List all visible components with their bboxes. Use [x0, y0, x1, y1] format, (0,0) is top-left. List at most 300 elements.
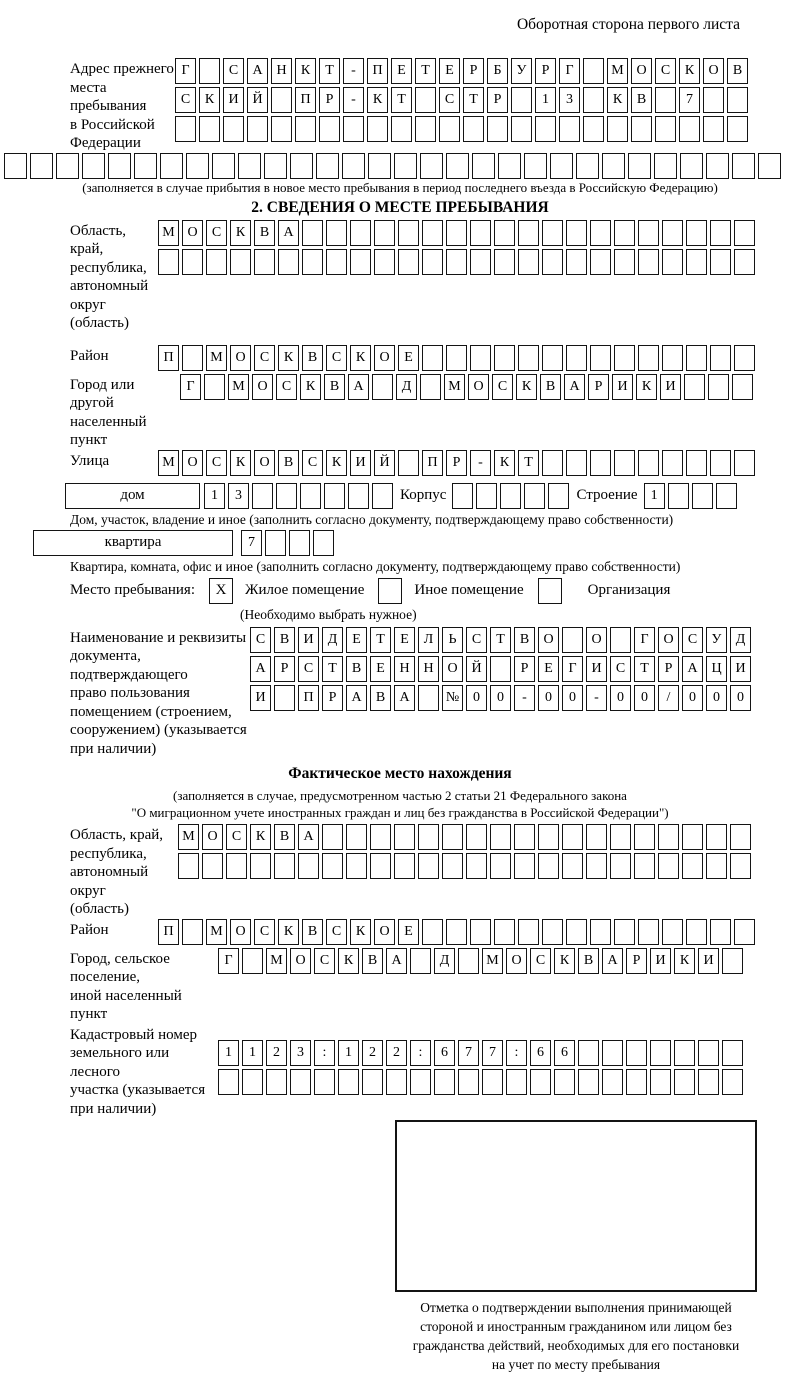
char-cell: Н: [271, 58, 292, 84]
char-cell: [422, 345, 443, 371]
char-cell: [314, 1069, 335, 1095]
char-cell: [342, 153, 365, 179]
char-cell: Б: [487, 58, 508, 84]
char-cell: У: [511, 58, 532, 84]
char-cell: К: [636, 374, 657, 400]
label-line: Федерации: [70, 135, 141, 151]
char-cell: Р: [658, 656, 679, 682]
char-cell: [398, 450, 419, 476]
char-cell: [420, 153, 443, 179]
document-label: [70, 627, 250, 759]
char-cell: [394, 853, 415, 879]
char-cell: К: [554, 948, 575, 974]
char-cell: [538, 824, 559, 850]
char-cell: А: [247, 58, 268, 84]
char-cell: [82, 153, 105, 179]
char-cell: [634, 853, 655, 879]
stroenie-label: Строение: [576, 487, 638, 503]
char-cell: [680, 153, 703, 179]
char-cell: 2: [266, 1040, 287, 1066]
char-cell: [442, 853, 463, 879]
char-cell: Р: [514, 656, 535, 682]
char-cell: 6: [530, 1040, 551, 1066]
region-row-2: [158, 249, 758, 275]
char-cell: [626, 1040, 647, 1066]
char-cell: В: [362, 948, 383, 974]
char-cell: С: [302, 450, 323, 476]
document-row-3: [250, 685, 754, 711]
char-cell: Й: [374, 450, 395, 476]
char-cell: [576, 153, 599, 179]
char-cell: [206, 249, 227, 275]
char-cell: [422, 249, 443, 275]
label-line: гражданства действий, необходимых для его постановки: [412, 1338, 740, 1353]
char-cell: [394, 153, 417, 179]
char-cell: [538, 853, 559, 879]
label-line: Адрес прежнего: [70, 61, 174, 77]
char-cell: П: [367, 58, 388, 84]
char-cell: П: [158, 919, 179, 945]
char-cell: 1: [338, 1040, 359, 1066]
char-cell: [658, 853, 679, 879]
char-cell: [518, 345, 539, 371]
char-cell: [463, 116, 484, 142]
char-cell: [490, 853, 511, 879]
label-line: сооружением) (указывается: [70, 722, 247, 738]
char-cell: [722, 1069, 743, 1095]
stay-checkbox-other: [378, 578, 402, 604]
korpus-cells: [452, 483, 572, 509]
char-cell: М: [228, 374, 249, 400]
cadastre-row-1: [218, 1040, 746, 1066]
char-cell: С: [250, 627, 271, 653]
char-cell: [730, 824, 751, 850]
char-cell: О: [658, 627, 679, 653]
char-cell: [160, 153, 183, 179]
char-cell: [607, 116, 628, 142]
char-cell: Т: [463, 87, 484, 113]
char-cell: [518, 919, 539, 945]
char-cell: [4, 153, 27, 179]
char-cell: [628, 153, 651, 179]
char-cell: [682, 853, 703, 879]
char-cell: [511, 116, 532, 142]
char-cell: В: [578, 948, 599, 974]
char-cell: 0: [466, 685, 487, 711]
stay-type-row: [70, 578, 800, 604]
char-cell: Т: [370, 627, 391, 653]
char-cell: А: [682, 656, 703, 682]
char-cell: [686, 450, 707, 476]
char-cell: [278, 249, 299, 275]
char-cell: Р: [319, 87, 340, 113]
char-cell: [518, 249, 539, 275]
char-cell: [734, 220, 755, 246]
char-cell: [614, 450, 635, 476]
char-cell: [686, 220, 707, 246]
char-cell: 7: [241, 530, 262, 556]
char-cell: Т: [391, 87, 412, 113]
prev-address-label: [70, 58, 175, 153]
char-cell: [566, 919, 587, 945]
house-box-label: дом: [65, 483, 200, 509]
char-cell: [686, 249, 707, 275]
char-cell: [494, 345, 515, 371]
char-cell: [470, 249, 491, 275]
char-cell: [550, 153, 573, 179]
char-cell: К: [516, 374, 537, 400]
city-block: [70, 374, 800, 450]
char-cell: [583, 116, 604, 142]
char-cell: О: [586, 627, 607, 653]
char-cell: [466, 853, 487, 879]
char-cell: С: [314, 948, 335, 974]
char-cell: [706, 853, 727, 879]
char-cell: [372, 483, 393, 509]
char-cell: [476, 483, 497, 509]
region-row-1: [158, 220, 758, 246]
char-cell: О: [290, 948, 311, 974]
char-cell: Т: [634, 656, 655, 682]
char-cell: М: [178, 824, 199, 850]
house-row: [65, 483, 800, 509]
prev-address-row-2: [175, 87, 751, 113]
char-cell: К: [367, 87, 388, 113]
char-cell: [614, 220, 635, 246]
char-cell: А: [346, 685, 367, 711]
char-cell: [542, 919, 563, 945]
char-cell: С: [276, 374, 297, 400]
char-cell: [514, 853, 535, 879]
char-cell: [242, 1069, 263, 1095]
char-cell: [300, 483, 321, 509]
char-cell: В: [278, 450, 299, 476]
char-cell: [542, 220, 563, 246]
char-cell: [708, 374, 729, 400]
char-cell: [446, 249, 467, 275]
char-cell: К: [674, 948, 695, 974]
char-cell: Е: [538, 656, 559, 682]
char-cell: О: [442, 656, 463, 682]
char-cell: 1: [218, 1040, 239, 1066]
char-cell: [506, 1069, 527, 1095]
section2-title: 2. СВЕДЕНИЯ О МЕСТЕ ПРЕБЫВАНИЯ: [251, 198, 549, 216]
char-cell: Ь: [442, 627, 463, 653]
char-cell: [442, 824, 463, 850]
char-cell: [692, 483, 713, 509]
char-cell: Т: [415, 58, 436, 84]
char-cell: [498, 153, 521, 179]
char-cell: [346, 853, 367, 879]
char-cell: В: [274, 627, 295, 653]
char-cell: [674, 1040, 695, 1066]
char-cell: Л: [418, 627, 439, 653]
document-cells: [250, 627, 754, 759]
char-cell: К: [607, 87, 628, 113]
label-line: Город, сельское поселение,: [70, 950, 170, 985]
char-cell: [319, 116, 340, 142]
actual-district-block: [70, 919, 800, 948]
char-cell: Ц: [706, 656, 727, 682]
char-cell: [182, 345, 203, 371]
char-cell: [422, 919, 443, 945]
char-cell: [338, 1069, 359, 1095]
char-cell: К: [679, 58, 700, 84]
char-cell: [242, 948, 263, 974]
char-cell: [398, 249, 419, 275]
char-cell: [734, 249, 755, 275]
char-cell: С: [298, 656, 319, 682]
char-cell: [362, 1069, 383, 1095]
char-cell: 1: [644, 483, 665, 509]
char-cell: [727, 87, 748, 113]
char-cell: [703, 116, 724, 142]
char-cell: [674, 1069, 695, 1095]
char-cell: Н: [418, 656, 439, 682]
char-cell: [230, 249, 251, 275]
char-cell: О: [182, 220, 203, 246]
char-cell: [562, 627, 583, 653]
char-cell: №: [442, 685, 463, 711]
char-cell: И: [223, 87, 244, 113]
char-cell: [614, 345, 635, 371]
district-row: [158, 345, 758, 371]
char-cell: [199, 58, 220, 84]
prev-address-row-3: [175, 116, 751, 142]
char-cell: С: [655, 58, 676, 84]
char-cell: Д: [730, 627, 751, 653]
char-cell: Д: [322, 627, 343, 653]
char-cell: 1: [204, 483, 225, 509]
char-cell: [610, 627, 631, 653]
char-cell: [487, 116, 508, 142]
label-line: автономный округ: [70, 864, 149, 899]
char-cell: М: [266, 948, 287, 974]
char-cell: С: [226, 824, 247, 850]
char-cell: [343, 116, 364, 142]
char-cell: [662, 919, 683, 945]
char-cell: -: [586, 685, 607, 711]
prev-address-block: [70, 58, 800, 153]
char-cell: [722, 948, 743, 974]
char-cell: О: [202, 824, 223, 850]
char-cell: [514, 824, 535, 850]
stay-option-other-label: Иное помещение: [414, 582, 524, 598]
char-cell: С: [439, 87, 460, 113]
char-cell: Е: [398, 919, 419, 945]
char-cell: К: [338, 948, 359, 974]
char-cell: [322, 853, 343, 879]
apartment-cells: [241, 530, 337, 556]
char-cell: М: [158, 450, 179, 476]
document-row-1: [250, 627, 754, 653]
stamp-area: [395, 1120, 757, 1374]
char-cell: О: [182, 450, 203, 476]
label-line: на учет по месту пребывания: [491, 1357, 661, 1372]
char-cell: [662, 220, 683, 246]
char-cell: В: [274, 824, 295, 850]
char-cell: [418, 824, 439, 850]
char-cell: [583, 58, 604, 84]
char-cell: [734, 919, 755, 945]
actual-city-block: [70, 948, 800, 1024]
char-cell: А: [250, 656, 271, 682]
char-cell: [446, 919, 467, 945]
city-row: [180, 374, 756, 447]
char-cell: [530, 1069, 551, 1095]
char-cell: [274, 853, 295, 879]
char-cell: А: [298, 824, 319, 850]
char-cell: В: [514, 627, 535, 653]
char-cell: [398, 220, 419, 246]
char-cell: [415, 116, 436, 142]
actual-district-label: Район: [70, 921, 109, 938]
char-cell: [326, 220, 347, 246]
label-line: помещением (строением,: [70, 703, 232, 720]
char-cell: [372, 374, 393, 400]
char-cell: [562, 824, 583, 850]
stay-option-residential-label: Жилое помещение: [245, 582, 365, 598]
char-cell: [590, 220, 611, 246]
label-line: Область, край,: [70, 222, 127, 257]
char-cell: [274, 685, 295, 711]
char-cell: К: [230, 450, 251, 476]
char-cell: А: [348, 374, 369, 400]
char-cell: Р: [588, 374, 609, 400]
label-line: Область, край,: [70, 827, 164, 843]
char-cell: М: [158, 220, 179, 246]
char-cell: О: [703, 58, 724, 84]
char-cell: М: [482, 948, 503, 974]
char-cell: [254, 249, 275, 275]
char-cell: [302, 249, 323, 275]
char-cell: К: [494, 450, 515, 476]
char-cell: И: [612, 374, 633, 400]
char-cell: [655, 116, 676, 142]
label-line: при наличии): [70, 1100, 157, 1117]
char-cell: С: [175, 87, 196, 113]
label-line: населенный пункт: [70, 413, 147, 448]
char-cell: К: [278, 345, 299, 371]
char-cell: [410, 948, 431, 974]
char-cell: С: [530, 948, 551, 974]
char-cell: 0: [538, 685, 559, 711]
char-cell: М: [206, 345, 227, 371]
char-cell: [374, 249, 395, 275]
char-cell: [418, 853, 439, 879]
char-cell: [542, 450, 563, 476]
label-line: в Российской: [70, 116, 155, 133]
label-line: земельного или лесного: [70, 1045, 170, 1080]
char-cell: Т: [490, 627, 511, 653]
char-cell: [370, 853, 391, 879]
char-cell: [758, 153, 781, 179]
char-cell: [494, 220, 515, 246]
char-cell: [158, 249, 179, 275]
char-cell: [706, 153, 729, 179]
char-cell: В: [631, 87, 652, 113]
char-cell: [368, 153, 391, 179]
char-cell: В: [254, 220, 275, 246]
char-cell: 3: [228, 483, 249, 509]
actual-district-row: [158, 919, 758, 945]
char-cell: С: [466, 627, 487, 653]
char-cell: [590, 919, 611, 945]
street-block: [70, 450, 800, 479]
char-cell: [490, 824, 511, 850]
char-cell: [658, 824, 679, 850]
char-cell: [684, 374, 705, 400]
char-cell: И: [698, 948, 719, 974]
label-line: Кадастровый номер: [70, 1026, 197, 1043]
district-label: Район: [70, 347, 109, 364]
char-cell: [602, 1040, 623, 1066]
char-cell: П: [295, 87, 316, 113]
char-cell: [418, 685, 439, 711]
char-cell: 0: [562, 685, 583, 711]
char-cell: [452, 483, 473, 509]
char-cell: [610, 853, 631, 879]
char-cell: [494, 249, 515, 275]
char-cell: [662, 450, 683, 476]
label-line: право пользования: [70, 685, 190, 701]
char-cell: Е: [439, 58, 460, 84]
char-cell: А: [394, 685, 415, 711]
street-label: Улица: [70, 452, 110, 469]
char-cell: [446, 345, 467, 371]
char-cell: Р: [274, 656, 295, 682]
char-cell: Д: [396, 374, 417, 400]
char-cell: С: [254, 345, 275, 371]
actual-location-note-1: (заполняется в случае, предусмотренном частью 2 статьи 21 Федерального закона: [173, 788, 627, 803]
actual-city-label: [70, 948, 218, 1024]
char-cell: [394, 824, 415, 850]
char-cell: И: [298, 627, 319, 653]
char-cell: -: [470, 450, 491, 476]
char-cell: [710, 220, 731, 246]
char-cell: В: [727, 58, 748, 84]
char-cell: [264, 153, 287, 179]
stroenie-cells: [644, 483, 740, 509]
label-line: Город или другой: [70, 376, 135, 411]
char-cell: 7: [458, 1040, 479, 1066]
char-cell: [199, 116, 220, 142]
char-cell: Й: [466, 656, 487, 682]
char-cell: П: [298, 685, 319, 711]
char-cell: 0: [634, 685, 655, 711]
char-cell: Е: [394, 627, 415, 653]
char-cell: [706, 824, 727, 850]
char-cell: [108, 153, 131, 179]
char-cell: [289, 530, 310, 556]
char-cell: [295, 116, 316, 142]
char-cell: [566, 220, 587, 246]
char-cell: [682, 824, 703, 850]
char-cell: [134, 153, 157, 179]
char-cell: Н: [394, 656, 415, 682]
char-cell: [458, 948, 479, 974]
char-cell: О: [230, 919, 251, 945]
char-cell: -: [514, 685, 535, 711]
stay-checkbox-organization: [538, 578, 562, 604]
char-cell: К: [326, 450, 347, 476]
house-note: Дом, участок, владение и иное (заполнить согласно документу, подтверждающему право собственности): [70, 511, 674, 527]
char-cell: [322, 824, 343, 850]
char-cell: [566, 450, 587, 476]
cadastre-block: [70, 1024, 800, 1119]
char-cell: Г: [559, 58, 580, 84]
char-cell: [614, 249, 635, 275]
